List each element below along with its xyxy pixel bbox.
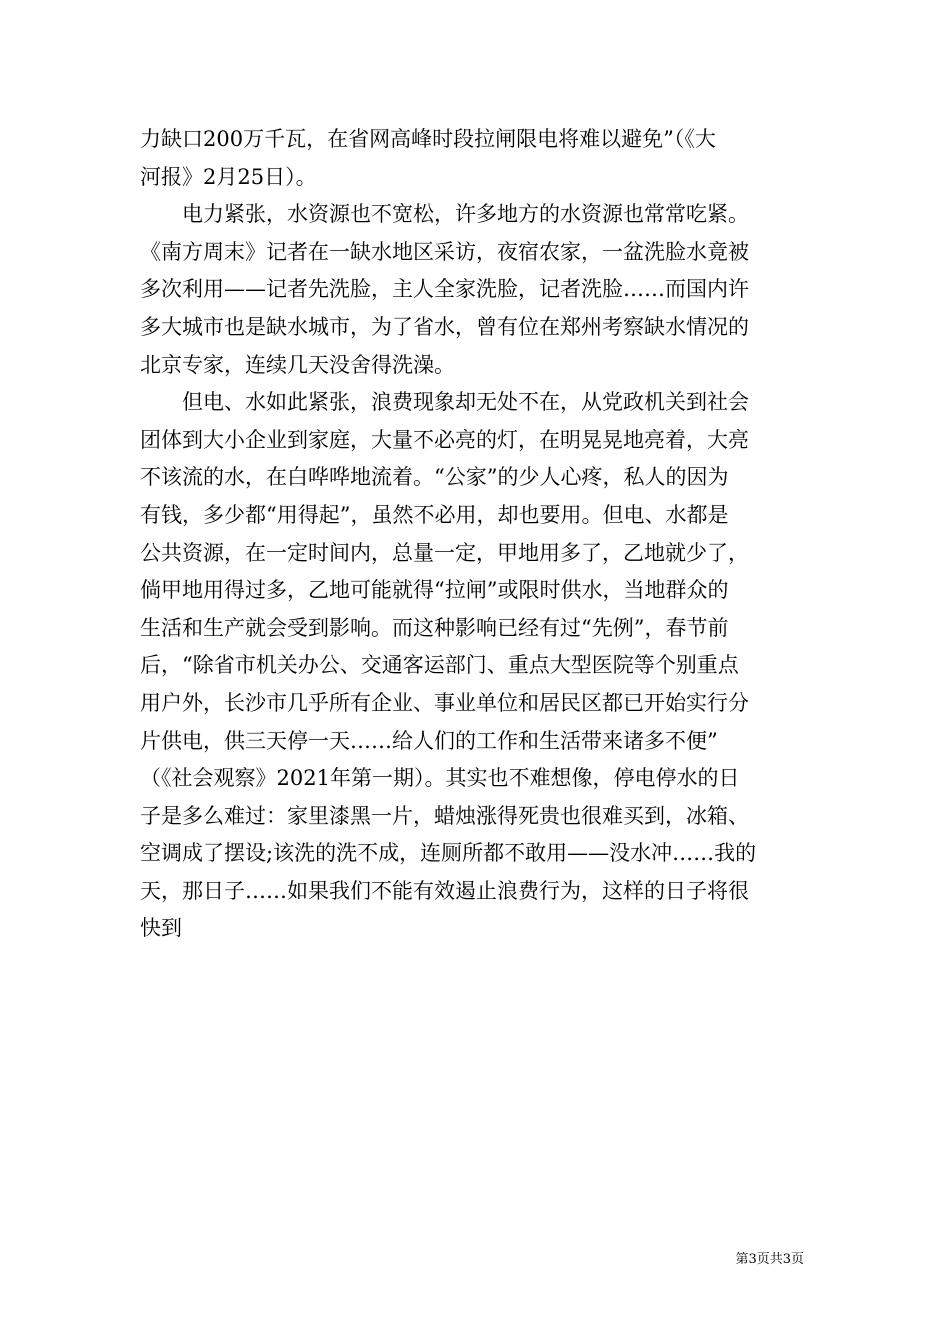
paragraph-start-line: 但电、水如此紧张，浪费现象却无处不在，从党政机关到社会 <box>182 390 749 415</box>
page-number: 第3页共3页 <box>735 1252 804 1267</box>
text-line: 力缺口200万千瓦，在省网高峰时段拉闸限电将难以避免”（《大 <box>140 127 716 151</box>
text-line: 天，那日子……如果我们不能有效遏止浪费行为，这样的日子将很 <box>140 878 749 903</box>
text-line: 河报》2月25日）。 <box>140 164 317 189</box>
text-line: （《社会观察》2021年第一期）。其实也不难想像，停电停水的日 <box>140 766 740 791</box>
text-line: 公共资源，在一定时间内，总量一定，甲地用多了，乙地就少了， <box>140 540 749 565</box>
text-line: 空调成了摆设;该洗的洗不成，连厕所都不敢用——没水冲……我的 <box>140 841 757 866</box>
text-line: 不该流的水，在白哗哗地流着。“公家”的少人心疼，私人的因为 <box>140 465 729 490</box>
text-line: 团体到大小企业到家庭，大量不必亮的灯，在明晃晃地亮着，大亮 <box>140 427 749 452</box>
text-line: 《南方周末》记者在一缺水地区采访，夜宿农家，一盆洗脸水竟被 <box>140 239 749 264</box>
text-line: 子是多么难过：家里漆黑一片，蜡烛涨得死贵也很难买到，冰箱、 <box>140 803 749 828</box>
text-line: 生活和生产就会受到影响。而这种影响已经有过“先例”，春节前 <box>140 615 729 640</box>
paragraph-start-line: 电力紧张，水资源也不宽松，许多地方的水资源也常常吃紧。 <box>182 202 749 227</box>
text-line: 后，“除省市机关办公、交通客运部门、重点大型医院等个别重点 <box>140 653 739 678</box>
text-line: 片供电，供三天停一天……给人们的工作和生活带来诸多不便” <box>140 728 718 753</box>
text-line: 倘甲地用得过多，乙地可能就得“拉闸”或限时供水，当地群众的 <box>140 578 729 603</box>
body-text <box>140 121 810 948</box>
text-line: 多大城市也是缺水城市，为了省水，曾有位在郑州考察缺水情况的 <box>140 314 749 339</box>
text-line: 有钱，多少都“用得起”，虽然不必用，却也要用。但电、水都是 <box>140 502 729 527</box>
text-line: 用户外，长沙市几乎所有企业、事业单位和居民区都已开始实行分 <box>140 690 749 715</box>
text-line: 多次利用——记者先洗脸，主人全家洗脸，记者洗脸……而国内许 <box>140 277 749 302</box>
text-line: 快到 <box>140 916 182 941</box>
text-line: 北京专家，连续几天没舍得洗澡。 <box>140 352 455 377</box>
